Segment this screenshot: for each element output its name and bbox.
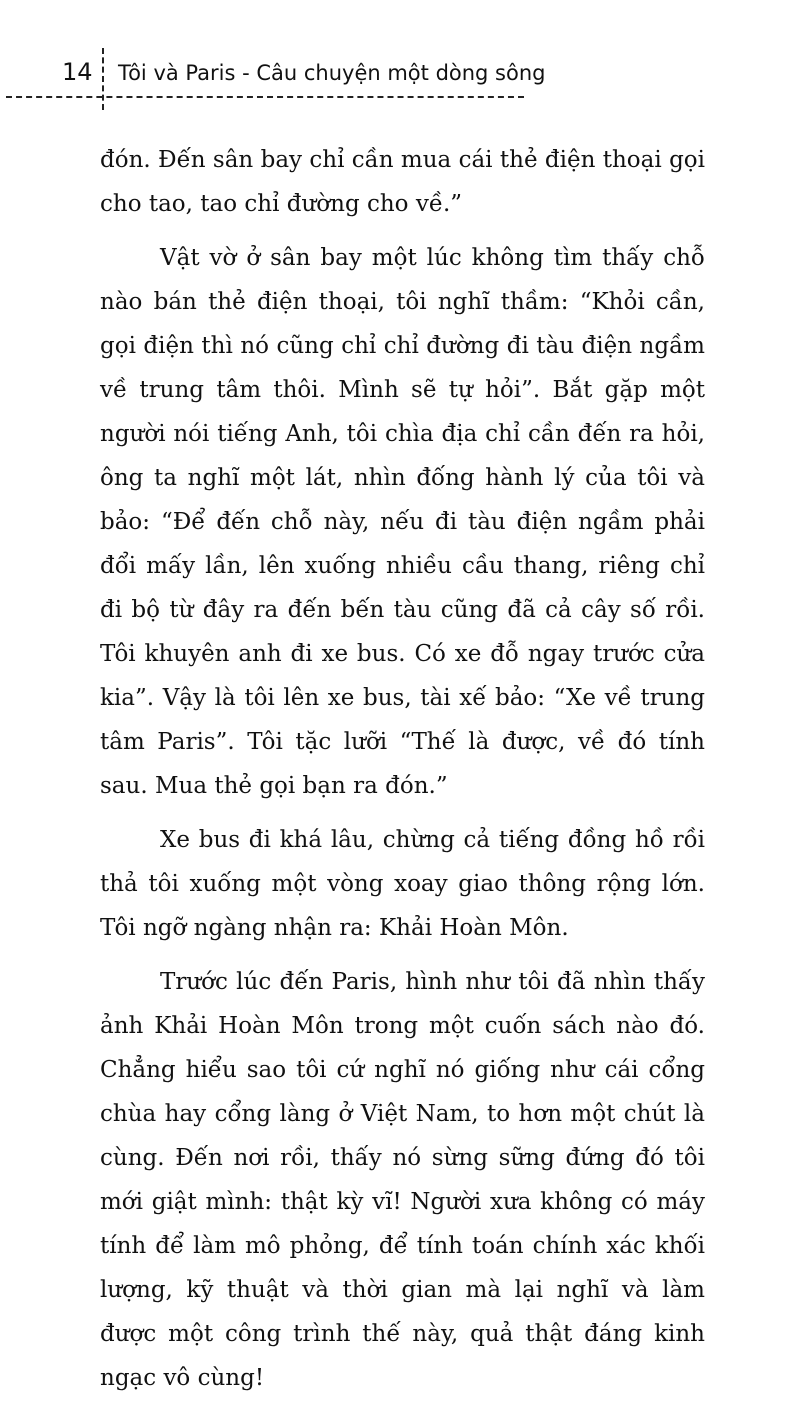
paragraph-2: Vật vờ ở sân bay một lúc không tìm thấy chỗ nào bán thẻ điện thoại, tôi nghĩ thầm: “Khỏi cần, gọi điện thì nó cũng chỉ chỉ đường đi tàu điện ngầm về trung tâm thôi. Mình sẽ tự hỏi”. Bắt gặp một người nói tiếng Anh, tôi chìa địa chỉ cần đến ra hỏi, ông ta nghĩ một lát, nhìn đống hành lý của tôi và bảo: “Để đến chỗ này, nếu đi tàu điện ngầm phải đổi mấy lần, lên xuống nhiều cầu thang, riêng chỉ đi bộ từ đây ra đến bến tàu cũng đã cả cây số rồi. Tôi khuyên anh đi xe bus. Có xe đỗ ngay trước cửa kia”. Vậy là tôi lên xe bus, tài xế bảo: “Xe về trung tâm Paris”. Tôi tặc lưỡi “Thế là được, về đó tính sau. Mua thẻ gọi bạn ra đón.”	[100, 245, 705, 799]
paragraph-4: Trước lúc đến Paris, hình như tôi đã nhìn thấy ảnh Khải Hoàn Môn trong một cuốn sách nào đó. Chẳng hiểu sao tôi cứ nghĩ nó giống như cái cổng chùa hay cổng làng ở Việt Nam, to hơn một chút là cùng. Đến nơi rồi, thấy nó sừng sững đứng đó tôi mới giật mình: thật kỳ vĩ! Người xưa không có máy tính để làm mô phỏng, để tính toán chính xác khối lượng, kỹ thuật và thời gian mà lại nghĩ và làm được một công trình thế này, quả thật đáng kinh ngạc vô cùng!	[100, 969, 705, 1391]
page-number: 14	[62, 58, 93, 86]
header-horizontal-divider	[6, 96, 524, 98]
running-title: Tôi và Paris - Câu chuyện một dòng sông	[118, 61, 546, 85]
paragraph-1: đón. Đến sân bay chỉ cần mua cái thẻ điện thoại gọi cho tao, tao chỉ đường cho về.”	[100, 147, 705, 217]
header-vertical-divider	[102, 48, 104, 110]
body-text	[100, 138, 705, 1410]
running-header	[0, 40, 800, 100]
paragraph-3: Xe bus đi khá lâu, chừng cả tiếng đồng hồ rồi thả tôi xuống một vòng xoay giao thông rộng lớn. Tôi ngỡ ngàng nhận ra: Khải Hoàn Môn.	[100, 827, 705, 941]
